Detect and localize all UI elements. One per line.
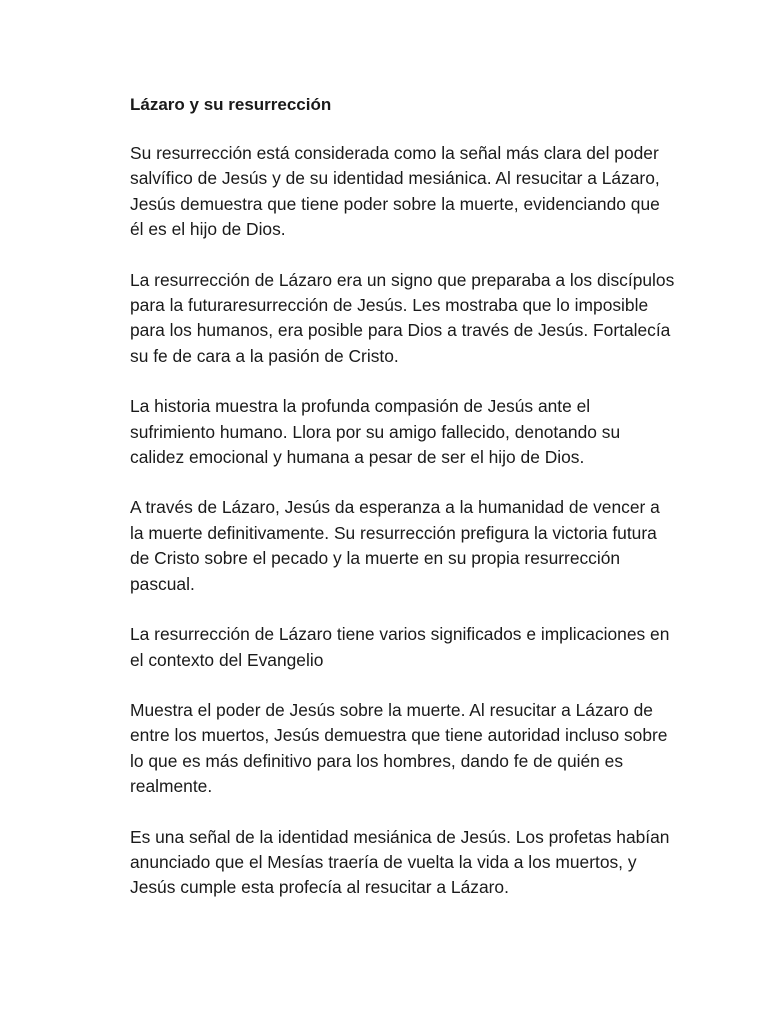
paragraph: Es una señal de la identidad mesiánica de Jesús. Los profetas habían anunciado que el Mesías traería de vuelta la vida a los muertos, y Jesús cumple esta profecía al resucitar a Lázaro. bbox=[130, 826, 670, 898]
document-title: Lázaro y su resurrección bbox=[130, 95, 332, 114]
paragraph: La historia muestra la profunda compasión de Jesús ante el sufrimiento humano. Llora por su amigo fallecido, denotando su calidez emocional y humana a pesar de ser el hijo de Dios. bbox=[130, 396, 621, 468]
paragraph: La resurrección de Lázaro tiene varios significados e implicaciones en el contexto del Evangelio bbox=[130, 624, 670, 670]
paragraph: La resurrección de Lázaro era un signo que preparaba a los discípulos para la futuraresurrección de Jesús. Les mostraba que lo imposible para los humanos, era posible para Dios a través de Jesús. Fortalecía su fe de cara a la pasión de Cristo. bbox=[130, 269, 675, 366]
document-body bbox=[130, 92, 675, 926]
paragraph: Su resurrección está considerada como la señal más clara del poder salvífico de Jesús y de su identidad mesiánica. Al resucitar a Lázaro, Jesús demuestra que tiene poder sobre la muerte, evidenciando que él es el hijo de Dios. bbox=[130, 143, 660, 240]
paragraph: A través de Lázaro, Jesús da esperanza a la humanidad de vencer a la muerte definitivamente. Su resurrección prefigura la victoria futura de Cristo sobre el pecado y la muerte en su propia resurrección pascual. bbox=[130, 497, 660, 594]
paragraph: Muestra el poder de Jesús sobre la muerte. Al resucitar a Lázaro de entre los muertos, Jesús demuestra que tiene autoridad incluso sobre lo que es más definitivo para los hombres, dando fe de quién es realmente. bbox=[130, 699, 668, 797]
